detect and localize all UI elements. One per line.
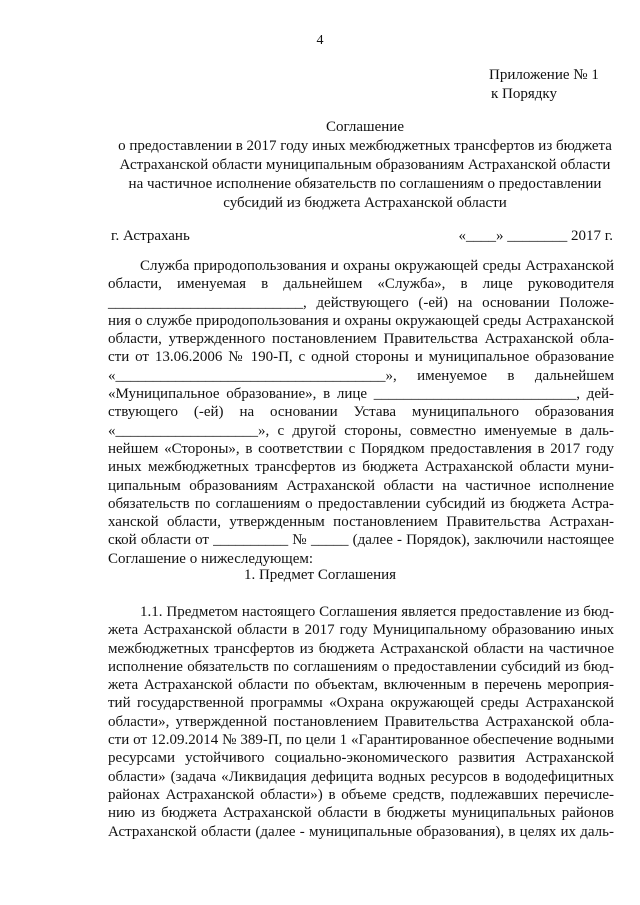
title-line: о предоставлении в 2017 году иных межбюджетных трансфертов из бюджета: [118, 138, 612, 154]
text-line: исполнение обязательств по соглашениям о предоставлении субсидий из бюд-: [108, 658, 614, 675]
title-line: Астраханской области муниципальным образованиям Астраханской области: [119, 157, 611, 173]
text-line: тий государственной программы «Охрана окружающей среды Астраханской: [108, 695, 614, 712]
text-line: ханской области, утвержденным постановлением Правительства Астрахан-: [108, 514, 614, 531]
text-line: сти от 13.06.2006 № 190-П, с одной стороны и муниципальное образование: [108, 349, 614, 366]
page-number: 4: [316, 33, 324, 48]
text-line: жета Астраханской области в 2017 году Муниципальному образованию иных: [108, 622, 614, 639]
text-line: ния о службе природопользования и охраны окружающей среды Астраханской: [108, 312, 614, 329]
text-line: ской области от __________ № _____ (далее - Порядок), заключили настоящее: [108, 532, 614, 549]
text-line: ципальным образованиям Астраханской области на частичное исполнение: [108, 477, 614, 494]
text-line: области» (задача «Ликвидация дефицита водных ресурсов в вододефицитных: [108, 768, 614, 785]
clause-1-1-paragraph: [108, 603, 614, 841]
date-placeholder: «____» ________ 2017 г.: [458, 228, 613, 244]
place-date-line: [111, 227, 613, 246]
text-line: нию из бюджета Астраханской области в бюджеты муниципальных районов: [108, 805, 614, 822]
title-line: на частичное исполнение обязательств по соглашениям о предоставлении: [128, 176, 602, 192]
text-line: районах Астраханской области») в объеме средств, подлежавших перечисле-: [108, 786, 614, 803]
appendix-reference: [489, 66, 599, 104]
preamble-paragraph: [108, 257, 614, 568]
text-line: Астраханской области (далее - муниципальные образования), в целях их даль-: [108, 823, 614, 840]
text-line: «___________________», с другой стороны, совместно именуемые в даль-: [108, 422, 614, 439]
text-line: Служба природопользования и охраны окружающей среды Астраханской: [140, 258, 614, 274]
text-line: обязательств по соглашениям о предоставлении субсидий из бюджета Астра-: [108, 495, 614, 512]
text-line: области, утвержденного постановлением Правительства Астраханской обла-: [108, 331, 614, 348]
section-1-heading: 1. Предмет Соглашения: [243, 567, 397, 583]
text-line: области», утвержденной постановлением Правительства Астраханской обла-: [108, 713, 614, 730]
appendix-line-2: к Порядку: [491, 86, 557, 102]
text-line: иных межбюджетных трансфертов из бюджета Астраханской области муни-: [108, 459, 614, 476]
text-line: жета Астраханской области по объектам, включенным в перечень мероприя-: [108, 677, 614, 694]
text-line: ствующего (-ей) на основании Устава муниципального образования: [108, 404, 614, 421]
text-line: ресурсами устойчивого социально-экономического развития Астраханской: [108, 750, 614, 767]
text-line: нейшем «Стороны», в соответствии с Порядком предоставления в 2017 году: [108, 440, 614, 457]
text-line: Соглашение о нижеследующем:: [108, 550, 314, 567]
text-line: __________________________, действующего (-ей) на основании Положе-: [108, 294, 614, 311]
place: г. Астрахань: [111, 228, 190, 244]
text-line: сти от 12.09.2014 № 389-П, по цели 1 «Гарантированное обеспечение водными: [108, 732, 614, 749]
text-line: «Муниципальное образование», в лице ___________________________, дей-: [108, 386, 614, 403]
text-line: межбюджетных трансфертов из бюджета Астраханской области на частичное: [108, 640, 614, 657]
title-heading: Соглашение: [326, 119, 404, 135]
agreement-title: [95, 118, 635, 213]
appendix-line-1: Приложение № 1: [489, 67, 599, 83]
text-line: области, именуемая в дальнейшем «Служба», в лице руководителя: [108, 276, 614, 293]
title-line: субсидий из бюджета Астраханской области: [223, 195, 507, 211]
text-line: «____________________________________», именуемое в дальнейшем: [108, 367, 614, 384]
text-line: 1.1. Предметом настоящего Соглашения является предоставление из бюд-: [140, 604, 614, 620]
